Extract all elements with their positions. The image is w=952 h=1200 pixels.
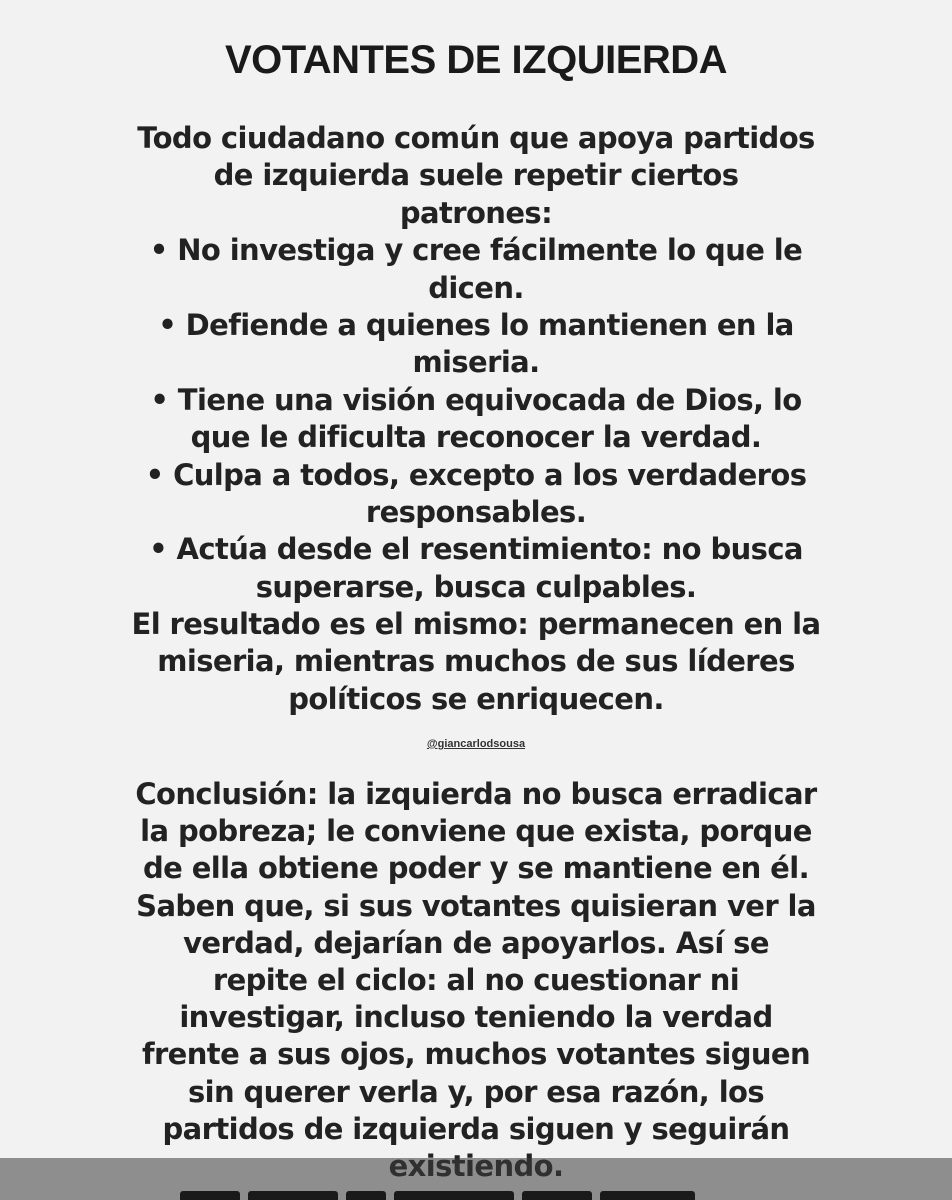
text-line: partidos de izquierda siguen y seguirán — [162, 1111, 790, 1146]
text-line: miseria, mientras muchos de sus líderes — [157, 644, 795, 679]
text-line: frente a sus ojos, muchos votantes siguen — [141, 1037, 811, 1072]
text-line: El resultado es el mismo: permanecen en la — [131, 607, 821, 642]
bullet-line: • Defiende a quienes lo mantienen en la — [158, 307, 794, 342]
bullet-line: que le dificulta reconocer la verdad. — [190, 420, 762, 455]
bullet-line: • Culpa a todos, excepto a los verdaderos — [145, 457, 807, 492]
post-title: VOTANTES DE IZQUIERDA — [224, 38, 728, 82]
text-line: sin querer verla y, por esa razón, los — [187, 1074, 765, 1109]
text-line: políticos se enriquecen. — [288, 681, 664, 716]
intro-text-block — [40, 120, 912, 718]
text-line: repite el ciclo: al no cuestionar ni — [212, 962, 740, 997]
bullet-line: • Actúa desde el resentimiento: no busca — [149, 532, 803, 567]
bullet-line: superarse, busca culpables. — [255, 569, 697, 604]
author-watermark: @giancarlodsousa — [426, 738, 526, 750]
text-line: investigar, incluso teniendo la verdad — [179, 1000, 773, 1035]
text-line: de izquierda suele repetir ciertos — [213, 158, 739, 193]
bullet-line: • Tiene una visión equivocada de Dios, lo — [150, 382, 802, 417]
conclusion-text-block — [40, 776, 912, 1185]
bullet-line: • No investiga y cree fácilmente lo que le — [149, 233, 803, 268]
text-line: Todo ciudadano común que apoya partidos — [137, 121, 815, 155]
cropped-text-row — [180, 1190, 760, 1200]
text-line: Saben que, si sus votantes quisieran ver la — [136, 888, 816, 923]
text-line: patrones: — [399, 195, 553, 230]
text-line: de ella obtiene poder y se mantiene en él. — [143, 851, 809, 886]
text-line: Conclusión: la izquierda no busca erradicar — [135, 777, 817, 811]
bullet-line: miseria. — [412, 345, 540, 380]
text-line: la pobreza; le conviene que exista, porque — [140, 814, 812, 849]
text-line: verdad, dejarían de apoyarlos. Así se — [183, 925, 769, 960]
bullet-line: responsables. — [365, 494, 587, 529]
bullet-line: dicen. — [428, 270, 524, 305]
